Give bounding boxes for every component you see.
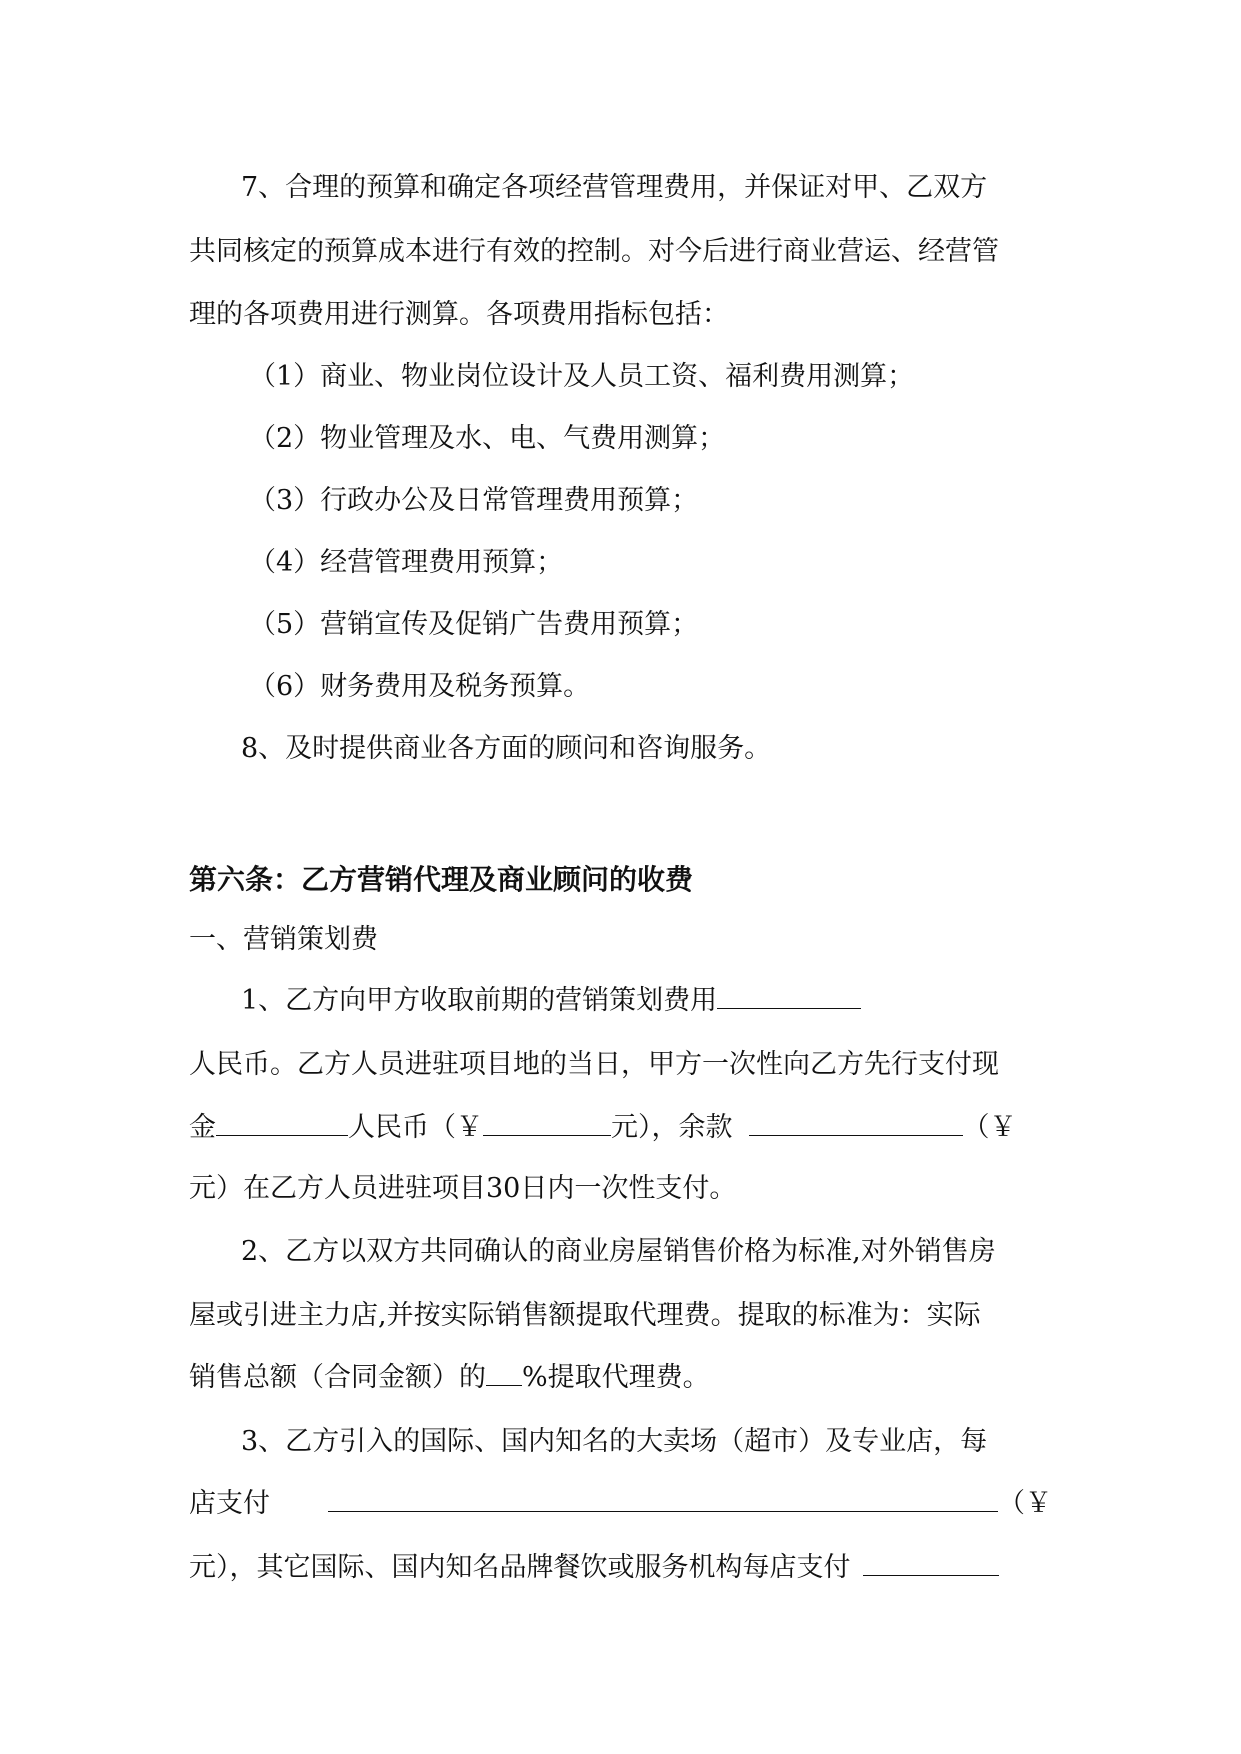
fee1-line3-b: 人民币（￥ xyxy=(348,1112,483,1143)
fee1-line4: 元）在乙方人员进驻项目30日内一次性支付。 xyxy=(189,1173,737,1204)
fee2-line2: 屋或引进主力店,并按实际销售额提取代理费。提取的标准为：实际 xyxy=(189,1300,981,1331)
fee3-line2 xyxy=(189,1484,1052,1524)
fee2-line3 xyxy=(189,1358,710,1398)
fee3-line2-a: 店支付 xyxy=(189,1488,270,1519)
fee2-line3-b: %提取代理费。 xyxy=(522,1362,710,1393)
sub-item-3: （3）行政办公及日常管理费用预算； xyxy=(249,485,699,516)
item7-line2: 共同核定的预算成本进行有效的控制。对今后进行商业营运、经营管 xyxy=(189,236,999,267)
fill-blank xyxy=(863,1551,999,1576)
sub-item-4: （4）经营管理费用预算； xyxy=(249,547,564,578)
fee1-line3-a: 金 xyxy=(189,1112,216,1143)
fee1-line3-c: 元），余款 xyxy=(611,1112,733,1143)
fee1-line3 xyxy=(189,1108,1017,1148)
fee1-line2: 人民币。乙方人员进驻项目地的当日，甲方一次性向乙方先行支付现 xyxy=(189,1049,999,1080)
fee2-line3-a: 销售总额（合同金额）的 xyxy=(189,1362,486,1393)
fill-blank xyxy=(486,1361,522,1386)
sub-item-6: （6）财务费用及税务预算。 xyxy=(249,671,591,702)
fill-blank xyxy=(328,1487,998,1512)
fee1-line1-text: 1、乙方向甲方收取前期的营销策划费用 xyxy=(241,985,718,1016)
fee3-line3-text: 元），其它国际、国内知名品牌餐饮或服务机构每店支付 xyxy=(189,1552,851,1583)
item8: 8、及时提供商业各方面的顾问和咨询服务。 xyxy=(241,733,772,764)
sub-item-5: （5）营销宣传及促销广告费用预算； xyxy=(249,609,699,640)
fill-blank xyxy=(717,984,861,1009)
sub-item-2: （2）物业管理及水、电、气费用测算； xyxy=(249,423,726,454)
fill-blank xyxy=(216,1111,348,1136)
sub-item-1: （1）商业、物业岗位设计及人员工资、福利费用测算； xyxy=(249,361,915,392)
fee1-line3-d: （￥ xyxy=(962,1112,1017,1143)
article6-heading: 第六条：乙方营销代理及商业顾问的收费 xyxy=(189,863,694,896)
item7-line3: 理的各项费用进行测算。各项费用指标包括： xyxy=(189,299,729,330)
fee2-line1: 2、乙方以双方共同确认的商业房屋销售价格为标准,对外销售房 xyxy=(241,1236,996,1267)
fee3-line1: 3、乙方引入的国际、国内知名的大卖场（超市）及专业店，每 xyxy=(241,1426,988,1457)
fill-blank xyxy=(483,1111,611,1136)
fill-blank xyxy=(749,1111,963,1136)
fee3-line2-b: （￥ xyxy=(998,1488,1052,1519)
fee1-line1 xyxy=(241,981,861,1021)
fee3-line3 xyxy=(189,1548,999,1588)
section1-title: 一、营销策划费 xyxy=(189,924,378,955)
item7-line1: 7、合理的预算和确定各项经营管理费用，并保证对甲、乙双方 xyxy=(241,172,988,203)
